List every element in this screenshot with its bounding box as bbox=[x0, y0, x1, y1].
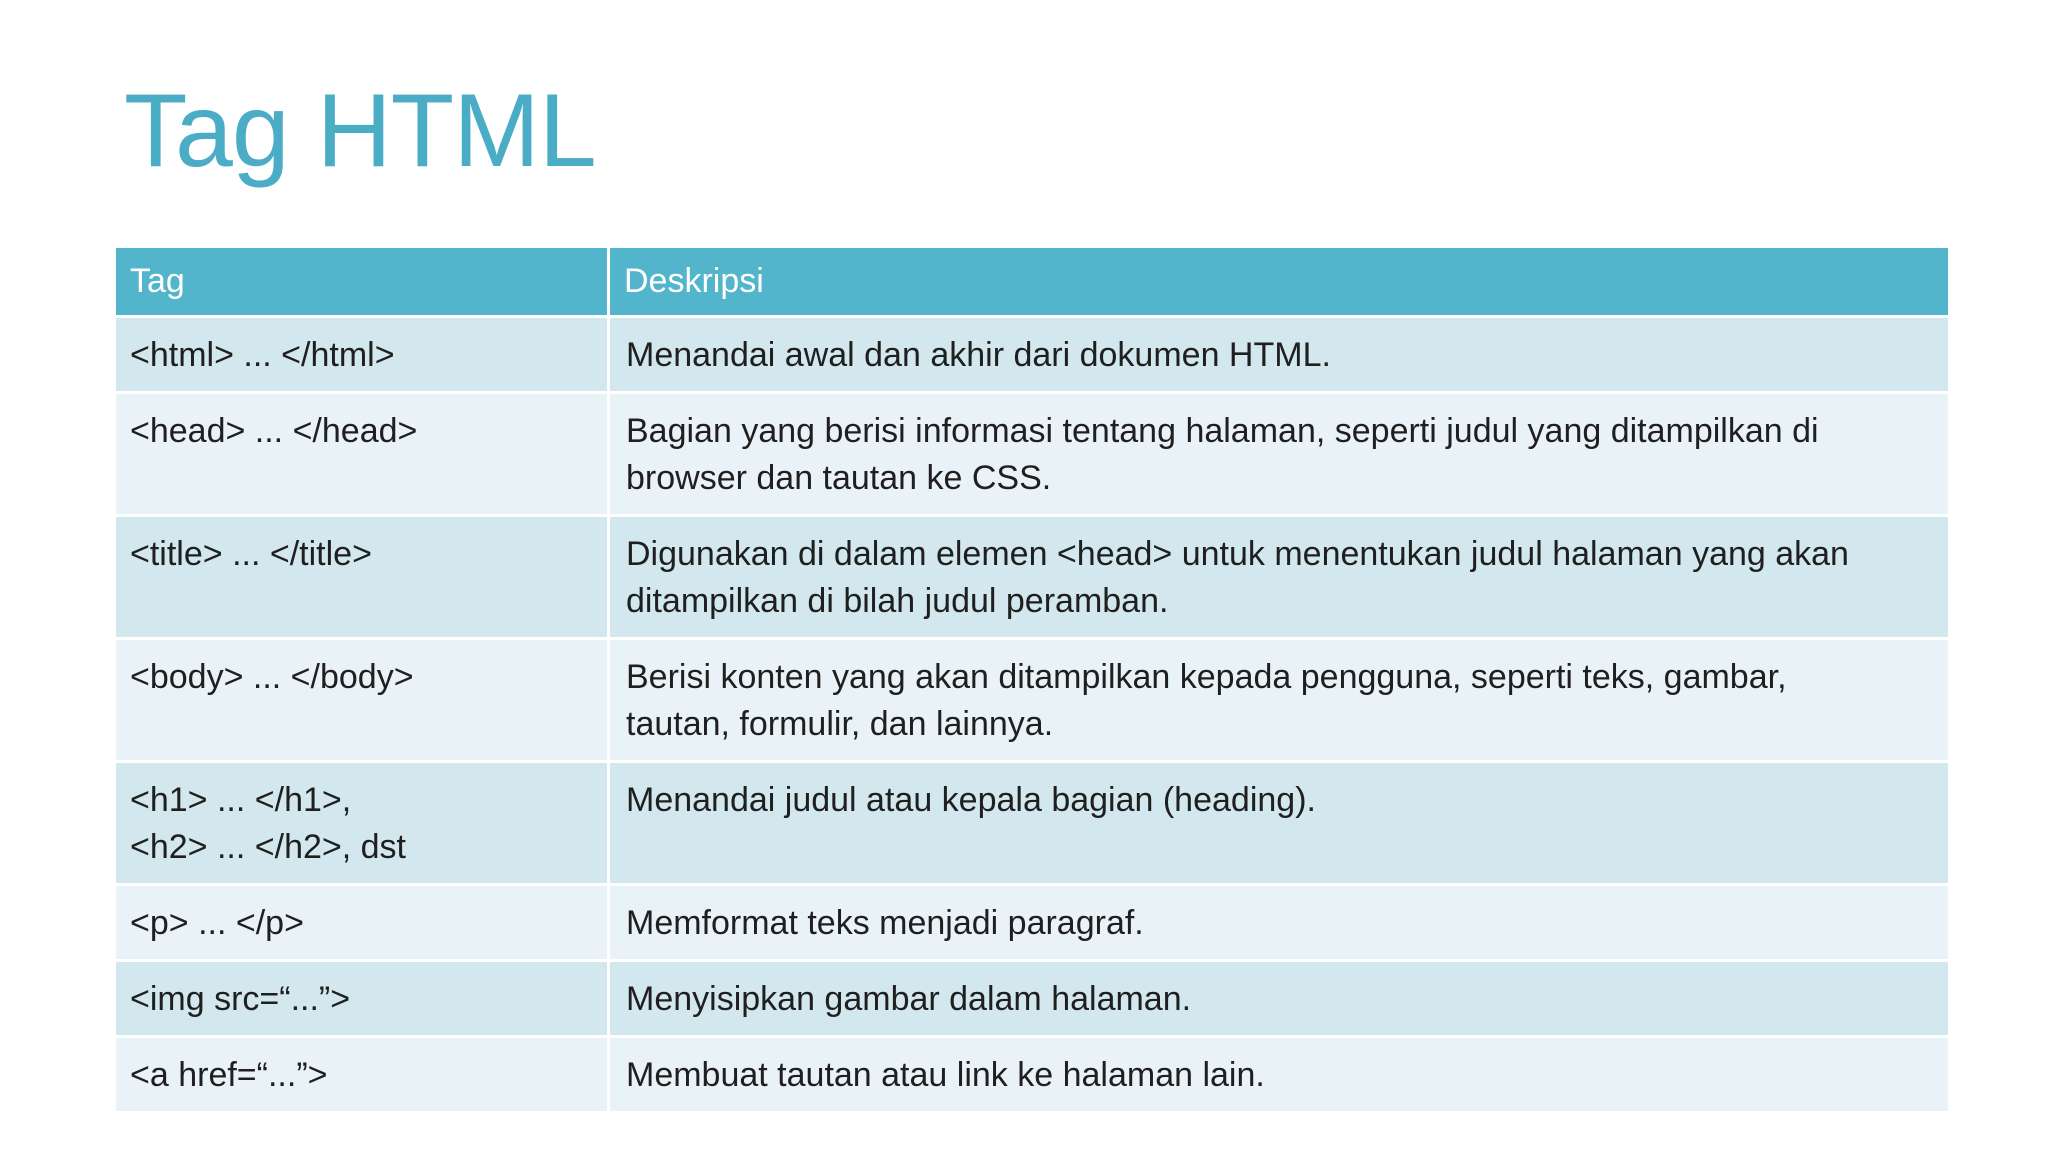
description-cell: Digunakan di dalam elemen <head> untuk menentukan judul halaman yang akan ditampilkan di bilah judul peramban. bbox=[610, 517, 1948, 640]
table-row bbox=[116, 394, 1948, 517]
tag-cell: <title> ... </title> bbox=[116, 517, 610, 640]
description-cell: Berisi konten yang akan ditampilkan kepada pengguna, seperti teks, gambar, tautan, formulir, dan lainnya. bbox=[610, 640, 1948, 763]
tag-cell: <body> ... </body> bbox=[116, 640, 610, 763]
description-cell: Menyisipkan gambar dalam halaman. bbox=[610, 962, 1948, 1038]
table-row bbox=[116, 318, 1948, 394]
header-description: Deskripsi bbox=[610, 248, 1948, 318]
table-row bbox=[116, 517, 1948, 640]
description-cell: Menandai judul atau kepala bagian (heading). bbox=[610, 763, 1948, 886]
description-cell: Membuat tautan atau link ke halaman lain. bbox=[610, 1038, 1948, 1114]
tag-cell: <img src=“...”> bbox=[116, 962, 610, 1038]
html-tags-table bbox=[116, 248, 1948, 1114]
tag-cell: <head> ... </head> bbox=[116, 394, 610, 517]
table-row bbox=[116, 763, 1948, 886]
description-cell: Menandai awal dan akhir dari dokumen HTML. bbox=[610, 318, 1948, 394]
slide-title: Tag HTML bbox=[124, 73, 596, 189]
header-tag: Tag bbox=[116, 248, 610, 318]
description-cell: Memformat teks menjadi paragraf. bbox=[610, 886, 1948, 962]
table-row bbox=[116, 640, 1948, 763]
tag-cell: <p> ... </p> bbox=[116, 886, 610, 962]
description-cell: Bagian yang berisi informasi tentang halaman, seperti judul yang ditampilkan di browser dan tautan ke CSS. bbox=[610, 394, 1948, 517]
table-row bbox=[116, 886, 1948, 962]
tag-cell: <h1> ... </h1>, <h2> ... </h2>, dst bbox=[116, 763, 610, 886]
table-row bbox=[116, 962, 1948, 1038]
table-row bbox=[116, 1038, 1948, 1114]
tag-cell: <a href=“...”> bbox=[116, 1038, 610, 1114]
tag-cell: <html> ... </html> bbox=[116, 318, 610, 394]
table-header-row bbox=[116, 248, 1948, 318]
